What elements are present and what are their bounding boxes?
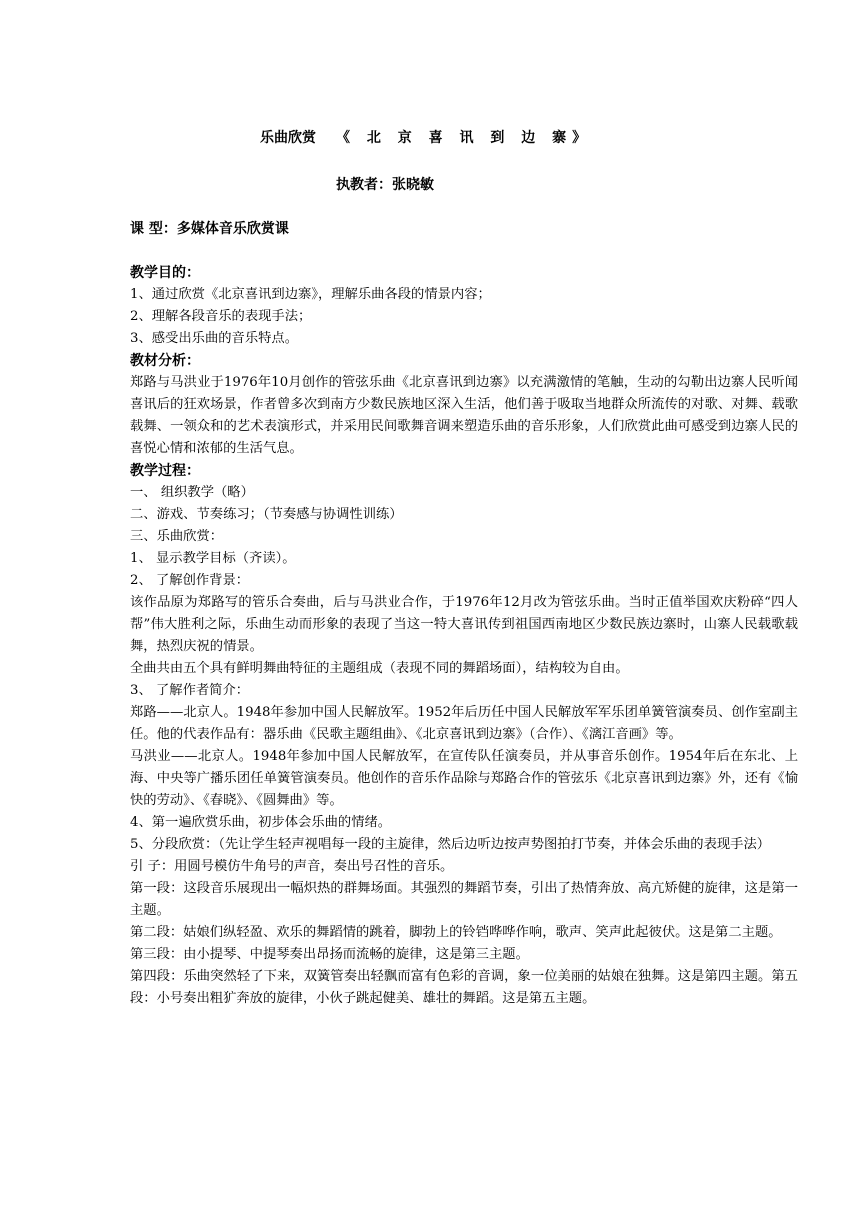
process-line: 4、第一遍欣赏乐曲，初步体会乐曲的情绪。: [130, 815, 392, 830]
document-body: [130, 218, 798, 1010]
process-line: 1、 显示教学目标（齐读）。: [130, 551, 296, 566]
document-title: [260, 127, 592, 147]
course-type: 课 型：多媒体音乐欣赏课: [130, 221, 289, 237]
process-line: 2、 了解创作背景：: [130, 573, 250, 588]
analysis-paragraph: 郑路与马洪业于1976年10月创作的管弦乐曲《北京喜讯到边寨》以充满激情的笔触，生动的勾勒出边寨人民听闻喜讯后的狂欢场景，作者曾多次到南方少数民族地区深入生活，他们善于吸取当地群众所流传的对歌、对舞、载歌载舞、一领众和的艺术表演形式，并采用民间歌舞音调来塑造乐曲的音乐形象，人们欣赏此曲可感受到边寨人民的喜悦心情和浓郁的生活气息。: [130, 375, 798, 456]
analysis-heading: 教材分析：: [130, 353, 200, 369]
process-line: 二、游戏、节奏练习；（节奏感与协调性训练）: [130, 507, 403, 522]
section-three: 第三段：由小提琴、中提琴奏出昂扬而流畅的旋律，这是第三主题。: [130, 947, 529, 962]
objective-item: 2、理解各段音乐的表现手法；: [130, 309, 312, 324]
author-zhenglu-paragraph: 郑路——北京人。1948年参加中国人民解放军。1952年后历任中国人民解放军军乐团单簧管演奏员、创作室副主任。他的代表作品有：器乐曲《民歌主题组曲》、《北京喜讯到边寨》（合作）、《漓江音画》等。: [130, 705, 798, 742]
title-piece-name: 《 北 京 喜 讯 到 边 寨》: [336, 130, 593, 146]
section-one: 第一段：这段音乐展现出一幅炽热的群舞场面。其强烈的舞蹈节奏，引出了热情奔放、高亢矫健的旋律，这是第一主题。: [130, 881, 798, 918]
section-four-five: 第四段：乐曲突然轻了下来，双簧管奏出轻飘而富有色彩的音调，象一位美丽的姑娘在独舞。这是第四主题。第五段：小号奏出粗犷奔放的旋律，小伙子跳起健美、雄壮的舞蹈。这是第五主题。: [130, 969, 798, 1006]
objectives-heading: 教学目的：: [130, 265, 200, 281]
process-line: 三、乐曲欣赏：: [130, 529, 224, 544]
process-line: 3、 了解作者简介：: [130, 683, 250, 698]
title-prefix: 乐曲欣赏: [260, 130, 316, 146]
objective-item: 1、通过欣赏《北京喜讯到边寨》，理解乐曲各段的情景内容；: [130, 287, 491, 302]
process-line: 5、分段欣赏：（先让学生轻声视唱每一段的主旋律，然后边听边按声势图拍打节奏，并体会乐曲的表现手法）: [130, 837, 771, 852]
section-two: 第二段：姑娘们纵轻盈、欢乐的舞蹈情的跳着，脚勃上的铃铛哗哗作响，歌声、笑声此起彼伏。这是第二主题。: [130, 925, 782, 940]
objective-item: 3、感受出乐曲的音乐特点。: [130, 331, 299, 346]
process-heading: 教学过程：: [130, 463, 200, 479]
structure-paragraph: 全曲共由五个具有鲜明舞曲特征的主题组成（表现不同的舞蹈场面），结构较为自由。: [130, 661, 629, 676]
author-mahongye-paragraph: 马洪业——北京人。1948年参加中国人民解放军，在宣传队任演奏员，并从事音乐创作。1954年后在东北、上海、中央等广播乐团任单簧管演奏员。他创作的音乐作品除与郑路合作的管弦乐《北京喜讯到边寨》外，还有《愉快的劳动》、《春晓》、《圆舞曲》等。: [130, 749, 798, 808]
intro-section: 引 子：用圆号模仿牛角号的声音，奏出号召性的音乐。: [130, 859, 454, 874]
teacher-line: 执教者：张晓敏: [336, 177, 434, 193]
background-paragraph: 该作品原为郑路写的管乐合奏曲，后与马洪业合作，于1976年12月改为管弦乐曲。当时正值举国欢庆粉碎“四人帮”伟大胜利之际，乐曲生动而形象的表现了当这一特大喜讯传到祖国西南地区少数民族边寨时，山寨人民载歌载舞，热烈庆祝的情景。: [130, 595, 798, 654]
process-line: 一、 组织教学（略）: [130, 485, 254, 500]
